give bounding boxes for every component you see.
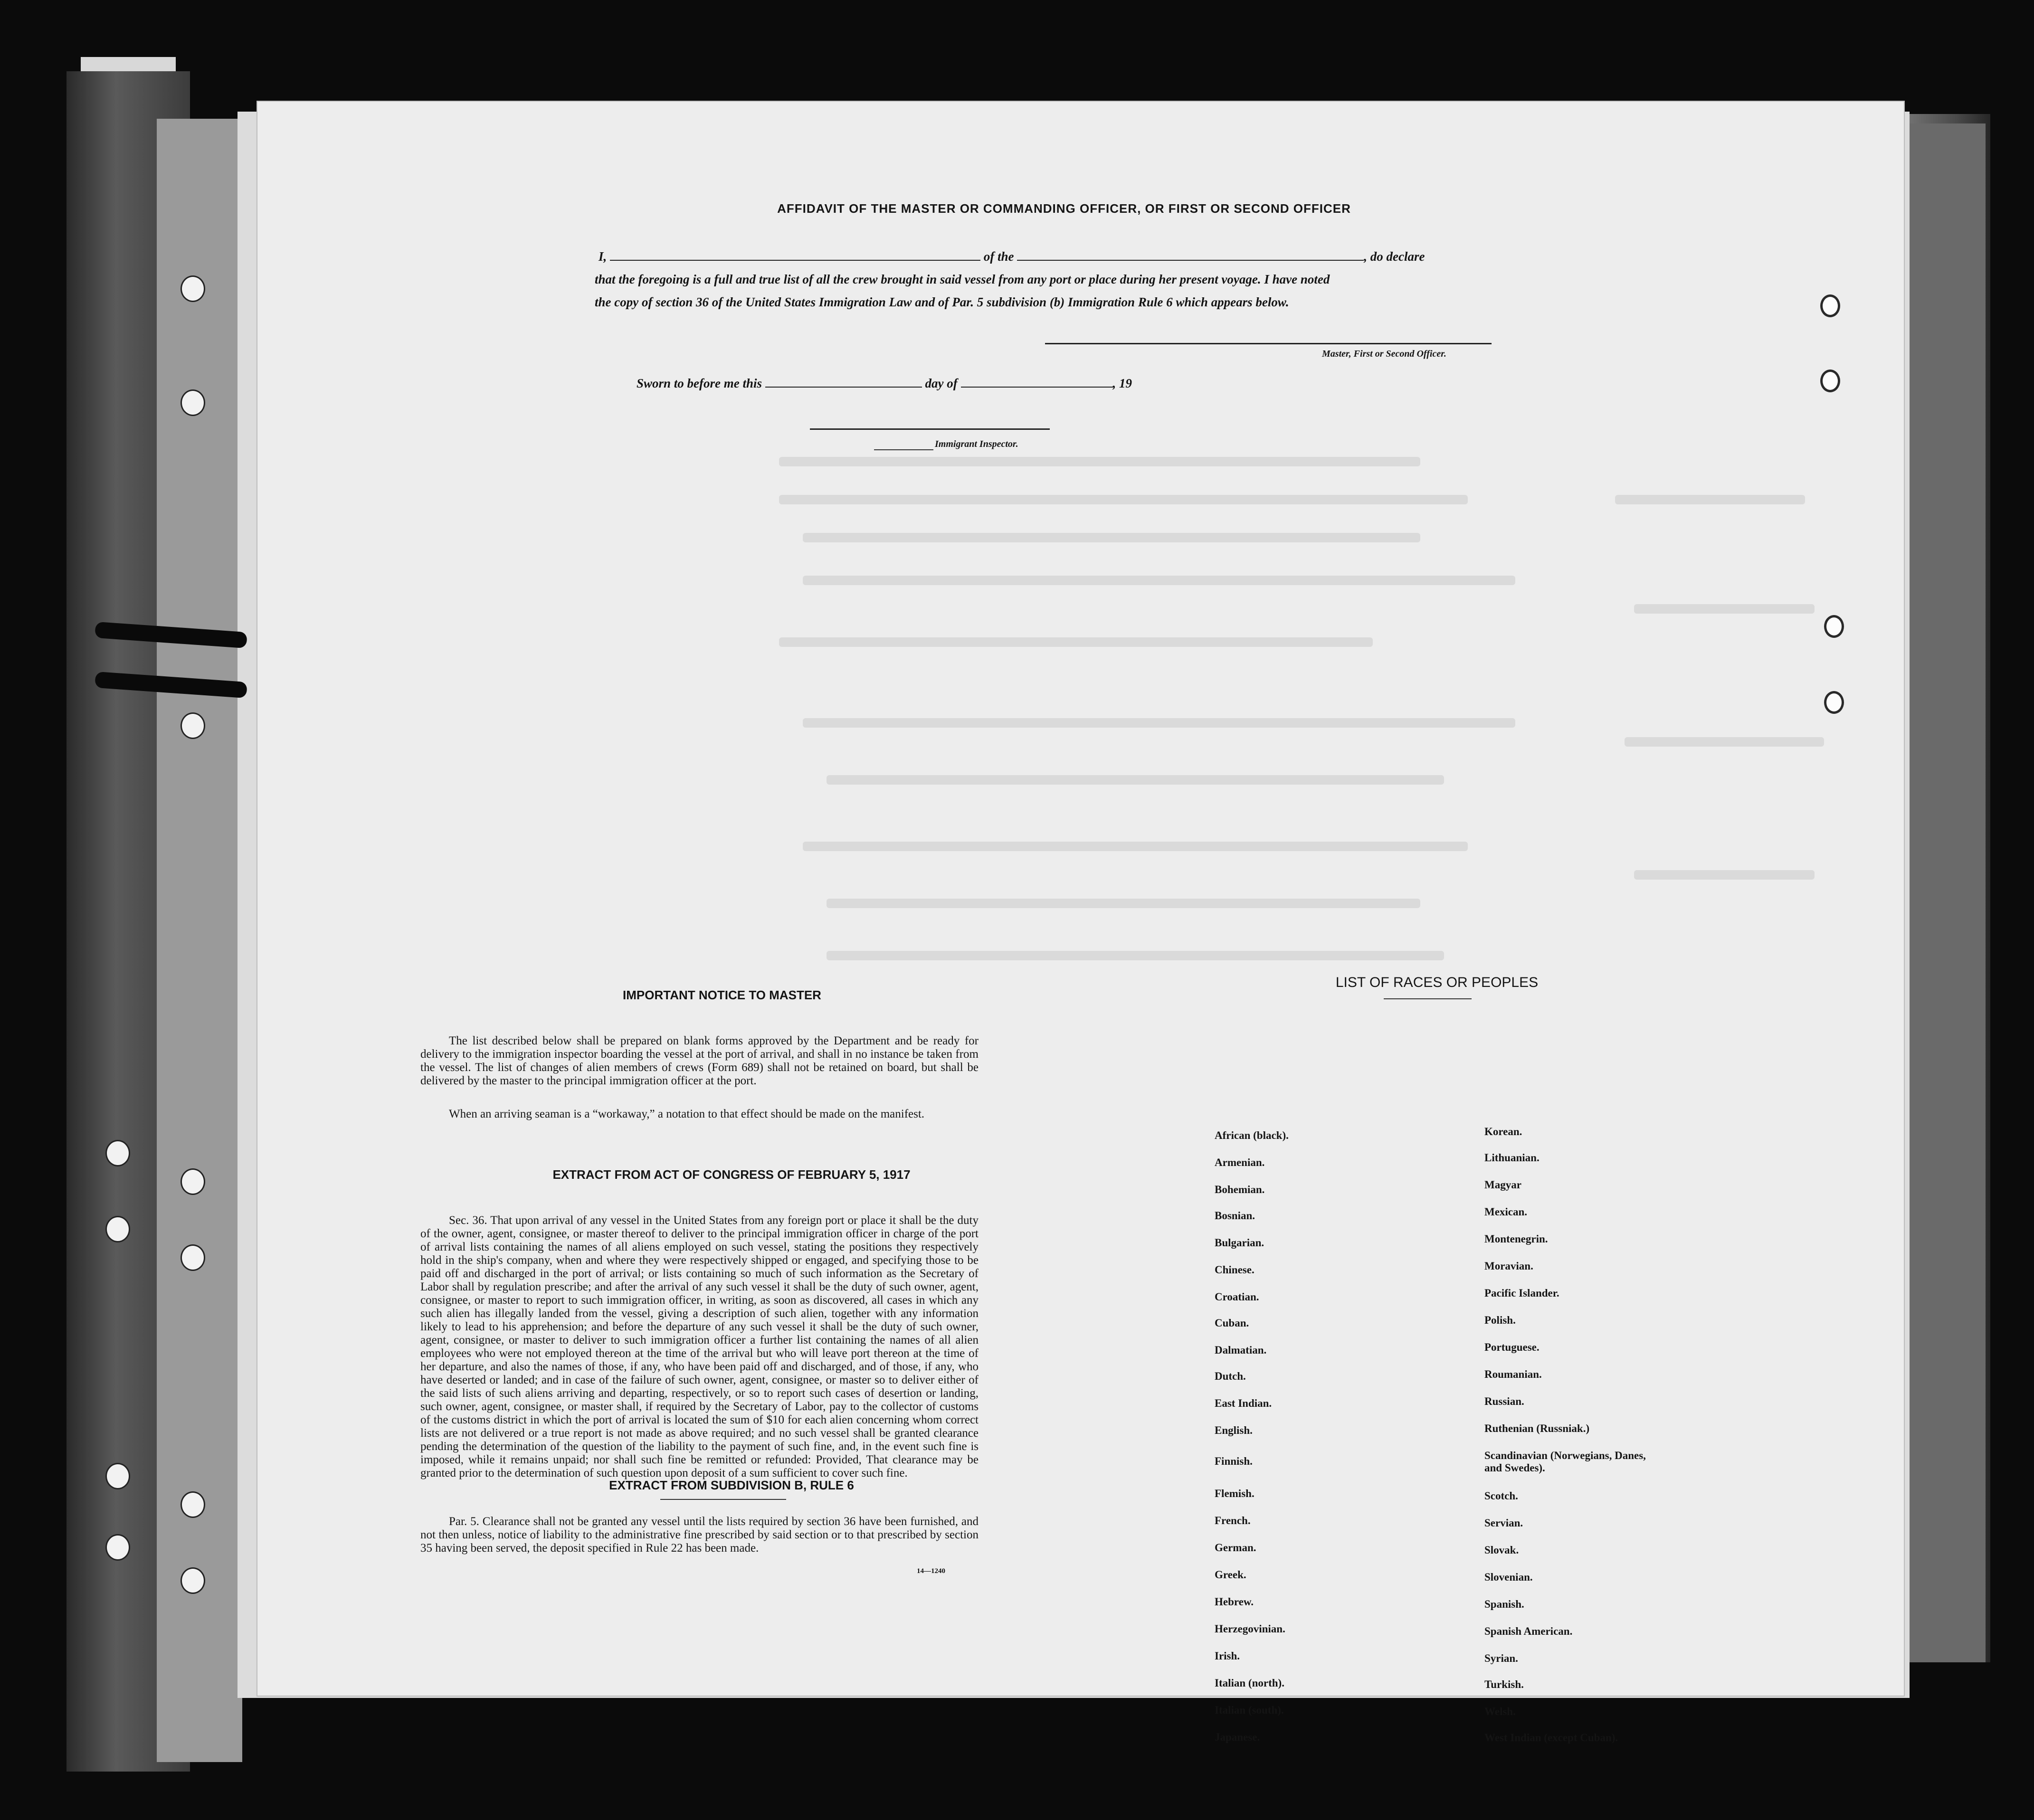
race-item: Servian. [1484, 1517, 1523, 1529]
race-item: Spanish. [1484, 1598, 1524, 1610]
race-item: Flemish. [1215, 1488, 1255, 1499]
master-signature-line [1045, 343, 1492, 344]
bleed-through-text [827, 951, 1444, 960]
sworn-day-blank [765, 376, 922, 388]
extract-act-title: EXTRACT FROM ACT OF CONGRESS OF FEBRUARY 5, 1917 [552, 1167, 911, 1182]
declaration-text-line-2: that the foregoing is a full and true list of all the crew brought in said vessel from any port or place during her present voyage. I have noted [595, 272, 1330, 286]
race-item: Dalmatian. [1215, 1344, 1267, 1356]
race-item: Syrian. [1484, 1652, 1518, 1664]
form-page [257, 101, 1905, 1744]
sworn-day-of: day of [925, 376, 958, 390]
punch-hole [181, 1244, 205, 1271]
bleed-through-text [1615, 495, 1805, 504]
race-item: Italian (north). [1215, 1677, 1284, 1689]
race-item: Finnish. [1215, 1455, 1253, 1467]
race-item: Korean. [1484, 1126, 1522, 1138]
inspector-signature-label: Immigrant Inspector. [935, 439, 1018, 449]
race-item: Ruthenian (Russniak.) [1484, 1422, 1590, 1434]
bleed-through-text [803, 576, 1515, 585]
race-item: French. [1215, 1515, 1251, 1526]
race-item: Welsh. [1484, 1706, 1516, 1717]
race-item: Irish. [1215, 1650, 1240, 1662]
punch-hole [105, 1140, 130, 1166]
sworn-prefix: Sworn to before me this [637, 376, 762, 390]
race-item: Greek. [1215, 1569, 1246, 1581]
race-item: Slovenian. [1484, 1571, 1533, 1583]
declaration-line [599, 249, 1425, 264]
races-title-underline [1384, 998, 1472, 999]
race-item: African (black). [1215, 1129, 1289, 1141]
bleed-through-text [827, 775, 1444, 785]
race-item: Mexican. [1484, 1206, 1528, 1218]
race-item: Spanish American. [1484, 1625, 1573, 1637]
sworn-line [637, 376, 1132, 391]
punch-hole [181, 1567, 205, 1594]
punch-hole [181, 389, 205, 416]
race-item: Chinese. [1215, 1264, 1255, 1276]
race-item: Scotch. [1484, 1490, 1518, 1502]
notice-paragraph-1: The list described below shall be prepared on blank forms approved by the Department and be ready for delivery to the immigration inspector boarding the vessel at the port of arrival, and shall in no instance be taken from the vessel. The list of changes of alien members of crews (Form 689) shall not be retained on board, but shall be delivered by the master to the principal immigration officer at the port. [420, 1034, 979, 1087]
extract-rule-text: Par. 5. Clearance shall not be granted any vessel until the lists required by section 36 have been furnished, and not then unless, notice of liability to the administrative fine prescribed by said section or to that prescribed by section 35 having been served, the deposit specified in Rule 22 has been made. [420, 1515, 979, 1555]
declaration-text-line-3: the copy of section 36 of the United States Immigration Law and of Par. 5 subdivision (b) Immigration Rule 6 which appears below. [595, 295, 1289, 309]
extract-act-text: Sec. 36. That upon arrival of any vessel in the United States from any foreign port or place it shall be the duty of the owner, agent, consignee, or master thereof to deliver to the principal immigration officer in charge of the port of arrival lists containing the names of all aliens employed on such vessel, stating the positions they respectively hold in the ship's company, when and where they were respectively shipped or engaged, and specifying those to be paid off and discharged in the port of arrival; or lists containing so much of such information as the Secretary of Labor shall by regulation prescribe; and after the arrival of any such vessel it shall be the duty of such owner, agent, consignee, or master to report to such immigration officer, in writing, as soon as discovered, all cases in which any such alien has illegally landed from the vessel, giving a description of such alien, together with any information likely to lead to his apprehension; and before the departure of any such vessel it shall be the duty of such owner, agent, consignee, or master to deliver to such immigration officer a further list containing the names of all alien employees who were not employed thereon at the time of the arrival but who will leave port thereon at the time of her departure, and also the names of those, if any, who have been paid off and discharged, and of those, if any, who have deserted or landed; and in case of the failure of such owner, agent, consignee, or master so to deliver either of the said lists of such aliens arriving and departing, respectively, or so to report such cases of desertion or landing, such owner, agent, consignee, or master shall, if required by the Secretary of Labor, pay to the collector of customs of the customs district in which the port of arrival is located the sum of $10 for each alien concerning whom correct lists are not delivered or a true report is not made as above required; and no such vessel shall be granted clearance pending the determination of the question of the liability to the payment of such fine, and, in the event such fine is imposed, while it remains unpaid; nor shall such fine be remitted or refunded: Provided, That clearance may be granted prior to the determination of such question upon deposit of a sum sufficient to cover such fine. [420, 1214, 979, 1479]
race-item: Magyar [1484, 1179, 1521, 1191]
bleed-through-text [827, 899, 1420, 908]
punch-hole [1824, 615, 1844, 638]
race-item: Pacific Islander. [1484, 1287, 1559, 1299]
races-title: LIST OF RACES OR PEOPLES [1335, 975, 1539, 990]
race-item: Scandinavian (Norwegians, Danes, and Swedes). [1484, 1450, 1646, 1474]
form-number: 14—1240 [917, 1567, 945, 1575]
race-item: West Indian (except Cuban). [1484, 1732, 1618, 1744]
sworn-year: , 19 [1112, 376, 1132, 390]
punch-hole [1820, 370, 1840, 392]
extract-rule-title: EXTRACT FROM SUBDIVISION B, RULE 6 [609, 1478, 854, 1492]
race-item: Bulgarian. [1215, 1237, 1264, 1249]
race-item: Croatian. [1215, 1291, 1259, 1303]
race-item: Dutch. [1215, 1370, 1246, 1382]
bleed-through-text [803, 718, 1515, 728]
race-item: Portuguese. [1484, 1341, 1540, 1353]
punch-hole [105, 1216, 130, 1242]
race-item: Herzegovinian. [1215, 1623, 1285, 1635]
punch-hole [181, 1168, 205, 1195]
race-item: Italian (south). [1215, 1704, 1284, 1716]
sworn-month-blank [961, 376, 1113, 388]
bleed-through-text [1634, 604, 1815, 614]
declaration-do-declare-label: , do declare [1364, 249, 1425, 264]
race-item: Hebrew. [1215, 1596, 1254, 1608]
race-item: Montenegrin. [1484, 1233, 1548, 1245]
bleed-through-text [803, 842, 1468, 851]
race-item: English. [1215, 1424, 1253, 1436]
race-item: German. [1215, 1542, 1256, 1554]
punch-hole [1824, 691, 1844, 714]
race-item: Slovak. [1484, 1544, 1519, 1556]
punch-hole [181, 712, 205, 739]
bleed-through-text [803, 533, 1420, 542]
race-item: Roumanian. [1484, 1368, 1542, 1380]
name-blank [610, 249, 980, 261]
declaration-of-the-label: of the [983, 249, 1014, 264]
underlying-sheet-right-inner [1905, 123, 1986, 1662]
master-signature-label: Master, First or Second Officer. [1322, 349, 1446, 359]
race-item: East Indian. [1215, 1397, 1272, 1409]
notice-title: IMPORTANT NOTICE TO MASTER [623, 988, 821, 1002]
race-item: Bosnian. [1215, 1210, 1255, 1222]
race-item: Russian. [1484, 1395, 1524, 1407]
punch-hole [105, 1534, 130, 1561]
race-item: Cuban. [1215, 1317, 1249, 1329]
inspector-signature-line [810, 428, 1050, 430]
race-item: Turkish. [1484, 1678, 1524, 1690]
bleed-through-text [1625, 737, 1824, 747]
race-item: Polish. [1484, 1314, 1516, 1326]
bleed-through-text [1634, 870, 1815, 880]
inspector-underline [874, 449, 933, 450]
extract-rule-underline [660, 1499, 786, 1500]
punch-hole [181, 1491, 205, 1518]
punch-hole [105, 1463, 130, 1489]
notice-paragraph-2: When an arriving seaman is a “workaway,” a notation to that effect should be made on the manifest. [449, 1108, 925, 1120]
affidavit-title: AFFIDAVIT OF THE MASTER OR COMMANDING OFFICER, OR FIRST OR SECOND OFFICER [777, 201, 1351, 216]
bleed-through-text [779, 457, 1420, 466]
race-item: Bohemian. [1215, 1184, 1265, 1195]
race-item: Lithuanian. [1484, 1152, 1540, 1164]
bleed-through-text [779, 637, 1373, 647]
declaration-i-label: I, [599, 249, 607, 264]
punch-hole [181, 275, 205, 302]
race-item: Japanese. [1215, 1731, 1260, 1743]
race-item: Moravian. [1484, 1260, 1533, 1272]
vessel-blank [1017, 249, 1364, 261]
bleed-through-text [779, 495, 1468, 504]
punch-hole [1820, 294, 1840, 317]
race-item: Armenian. [1215, 1156, 1265, 1168]
